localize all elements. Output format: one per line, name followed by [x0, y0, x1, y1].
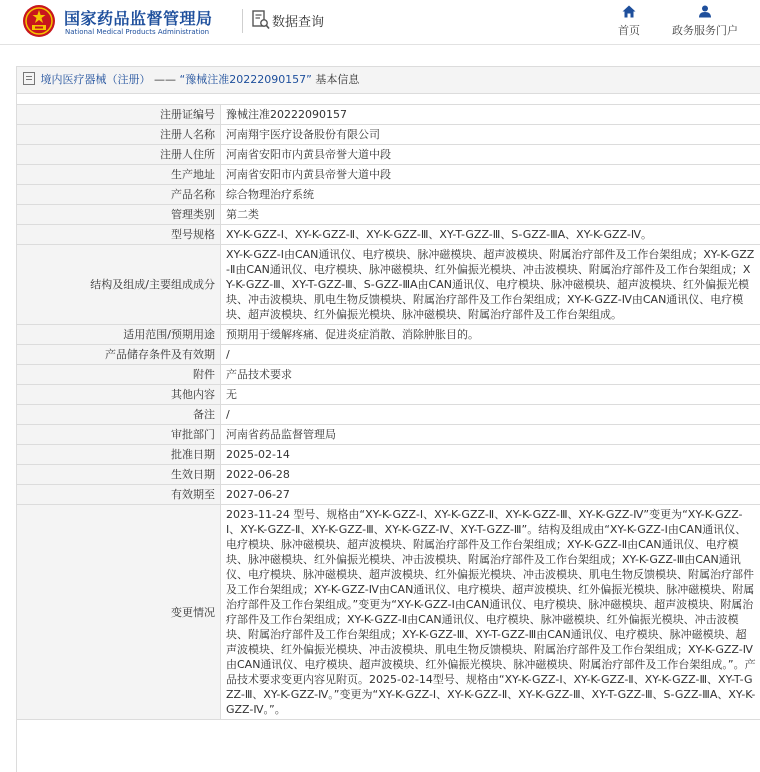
registration-info-table	[16, 104, 760, 720]
user-icon	[698, 5, 712, 18]
section-title: 数据查询	[272, 11, 324, 30]
nav-home[interactable]	[612, 5, 646, 38]
table-row	[17, 385, 760, 405]
table-row	[17, 405, 760, 425]
breadcrumb	[17, 67, 760, 94]
table-row	[17, 165, 760, 185]
field-value: 河南省药品监督管理局	[221, 425, 760, 445]
table-row	[17, 185, 760, 205]
home-icon	[622, 5, 636, 18]
table-row	[17, 425, 760, 445]
table-row	[17, 365, 760, 385]
table-row	[17, 465, 760, 485]
field-value: XY-K-GZZ-Ⅰ由CAN通讯仪、电疗模块、脉冲磁模块、超声波模块、附属治疗部件及工作台架组成；XY-K-GZZ-Ⅱ由CAN通讯仪、电疗模块、脉冲磁模块、红外偏振光模块、冲击波模块、附属治疗部件及工作台架组成；XY-K-GZZ-Ⅲ、XY-T-GZZ-Ⅲ、S-GZZ-ⅢA由CAN通讯仪、电疗模块、脉冲磁模块、超声波模块、红外偏振光模块、冲击波模块、肌电生物反馈模块、附属治疗部件及工作台架组成；XY-K-GZZ-Ⅳ由CAN通讯仪、电疗模块、超声波模块、红外偏振光模块、脉冲磁模块、附属治疗部件及工作台架组成。	[221, 245, 760, 325]
field-value: 2027-06-27	[221, 485, 760, 505]
field-value: 河南省安阳市内黄县帝誉大道中段	[221, 165, 760, 185]
field-label: 其他内容	[17, 385, 221, 405]
field-value: 产品技术要求	[221, 365, 760, 385]
table-row	[17, 125, 760, 145]
field-label: 适用范围/预期用途	[17, 325, 221, 345]
field-value: 第二类	[221, 205, 760, 225]
table-row	[17, 445, 760, 465]
table-row	[17, 145, 760, 165]
field-label: 产品储存条件及有效期	[17, 345, 221, 365]
table-row	[17, 345, 760, 365]
site-title-en: National Medical Products Administration	[65, 28, 209, 36]
field-value: 豫械注准20222090157	[221, 105, 760, 125]
list-icon	[23, 72, 35, 85]
field-label: 有效期至	[17, 485, 221, 505]
field-value: 河南翔宇医疗设备股份有限公司	[221, 125, 760, 145]
field-label: 型号规格	[17, 225, 221, 245]
nav-portal-label: 政务服务门户	[672, 24, 738, 37]
field-label: 注册证编号	[17, 105, 221, 125]
field-value: 2025-02-14	[221, 445, 760, 465]
header-divider	[242, 9, 243, 33]
field-value: 预期用于缓解疼痛、促进炎症消散、消除肿胀目的。	[221, 325, 760, 345]
field-value: 河南省安阳市内黄县帝誉大道中段	[221, 145, 760, 165]
field-label: 备注	[17, 405, 221, 425]
field-label: 审批部门	[17, 425, 221, 445]
field-value: XY-K-GZZ-Ⅰ、XY-K-GZZ-Ⅱ、XY-K-GZZ-Ⅲ、XY-T-GZZ-Ⅲ、S-GZZ-ⅢA、XY-K-GZZ-Ⅳ。	[221, 225, 760, 245]
table-row	[17, 505, 760, 720]
table-row	[17, 105, 760, 125]
field-label: 生效日期	[17, 465, 221, 485]
table-row	[17, 245, 760, 325]
nav-home-label: 首页	[618, 24, 640, 37]
table-row	[17, 485, 760, 505]
field-label: 附件	[17, 365, 221, 385]
document-search-icon	[252, 10, 270, 30]
table-row	[17, 225, 760, 245]
table-row	[17, 325, 760, 345]
field-value: 2022-06-28	[221, 465, 760, 485]
field-label: 结构及组成/主要组成成分	[17, 245, 221, 325]
breadcrumb-suffix: 基本信息	[315, 73, 359, 86]
field-value: /	[221, 345, 760, 365]
field-value: 2023-11-24 型号、规格由“XY-K-GZZ-Ⅰ、XY-K-GZZ-Ⅱ、XY-K-GZZ-Ⅲ、XY-K-GZZ-Ⅳ”变更为“XY-K-GZZ-Ⅰ、XY-K-GZZ-Ⅱ、XY-K-GZZ-Ⅲ、XY-K-GZZ-Ⅳ、XY-T-GZZ-Ⅲ”。结构及组成由“XY-K-GZZ-Ⅰ由CAN通讯仪、电疗模块、脉冲磁模块、超声波模块、附属治疗部件及工作台架组成；XY-K-GZZ-Ⅱ由CAN通讯仪、电疗模块、脉冲磁模块、红外偏振光模块、冲击波模块、附属治疗部件及工作台架组成；XY-K-GZZ-Ⅲ由CAN通讯仪、电疗模块、脉冲磁模块、超声波模块、红外偏振光模块、冲击波模块、肌电生物反馈模块、附属治疗部件及工作台架组成；XY-K-GZZ-Ⅳ由CAN通讯仪、电疗模块、超声波模块、红外偏振光模块、脉冲磁模块、附属治疗部件及工作台架组成。”变更为“XY-K-GZZ-Ⅰ由CAN通讯仪、电疗模块、脉冲磁模块、超声波模块、附属治疗部件及工作台架组成；XY-K-GZZ-Ⅱ由CAN通讯仪、电疗模块、脉冲磁模块、红外偏振光模块、冲击波模块、附属治疗部件及工作台架组成；XY-K-GZZ-Ⅲ、XY-T-GZZ-Ⅲ由CAN通讯仪、电疗模块、脉冲磁模块、超声波模块、红外偏振光模块、冲击波模块、肌电生物反馈模块、附属治疗部件及工作台架组成；XY-K-GZZ-Ⅳ由CAN通讯仪、电疗模块、超声波模块、红外偏振光模块、脉冲磁模块、附属治疗部件及工作台架组成。”。产品技术要求变更内容见附页。2025-02-14型号、规格由“XY-K-GZZ-Ⅰ、XY-K-GZZ-Ⅱ、XY-K-GZZ-Ⅲ、XY-T-GZZ-Ⅲ、XY-K-GZZ-Ⅳ。”变更为“XY-K-GZZ-Ⅰ、XY-K-GZZ-Ⅱ、XY-K-GZZ-Ⅲ、XY-T-GZZ-Ⅲ、S-GZZ-ⅢA、XY-K-GZZ-Ⅳ。”。	[221, 505, 760, 720]
field-value: 综合物理治疗系统	[221, 185, 760, 205]
table-row	[17, 205, 760, 225]
breadcrumb-separator: ——	[154, 73, 176, 86]
field-value: 无	[221, 385, 760, 405]
nav-service-portal[interactable]	[664, 5, 746, 38]
field-label: 注册人住所	[17, 145, 221, 165]
field-label: 管理类别	[17, 205, 221, 225]
site-header	[0, 0, 760, 45]
field-value: /	[221, 405, 760, 425]
field-label: 批准日期	[17, 445, 221, 465]
field-label: 变更情况	[17, 505, 221, 720]
field-label: 生产地址	[17, 165, 221, 185]
site-title-cn: 国家药品监督管理局	[64, 6, 213, 29]
breadcrumb-registration: “豫械注准20222090157”	[180, 73, 312, 86]
national-emblem-icon	[22, 4, 56, 38]
field-label: 注册人名称	[17, 125, 221, 145]
field-label: 产品名称	[17, 185, 221, 205]
record-detail-panel	[16, 66, 760, 772]
breadcrumb-category[interactable]: 境内医疗器械（注册）	[41, 73, 151, 86]
